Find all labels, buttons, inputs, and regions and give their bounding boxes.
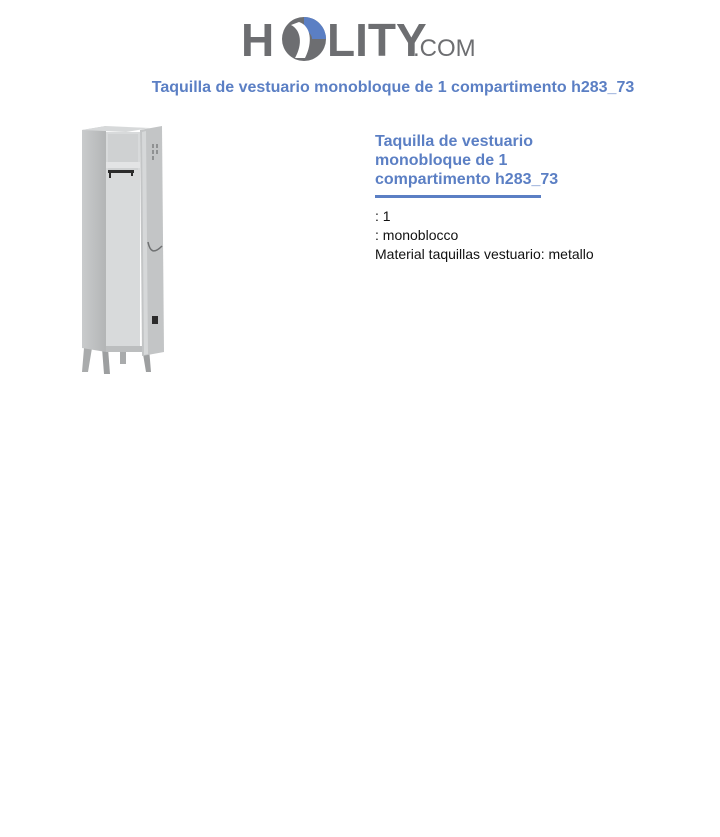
- page-title: Taquilla de vestuario monobloque de 1 compartimento h283_73: [151, 79, 635, 96]
- spec-material: Material taquillas vestuario: metallo: [375, 246, 594, 262]
- product-specs: [375, 207, 675, 264]
- holity-logo[interactable]: [241, 10, 481, 68]
- product-heading-line: monobloque de 1: [375, 152, 508, 169]
- product-info: [375, 132, 675, 264]
- product-heading-line: compartimento h283_73: [375, 171, 559, 188]
- locker-image: [76, 122, 172, 378]
- spec-compartments: : 1: [375, 208, 391, 224]
- logo-o-emblem: [282, 17, 326, 61]
- logo-text-lity: LITY: [327, 14, 427, 66]
- product-heading: [375, 132, 559, 198]
- spec-type: : monoblocco: [375, 227, 459, 243]
- logo-text-com: .COM: [413, 35, 476, 62]
- logo-text-h: H: [241, 14, 275, 66]
- product-heading-line: Taquilla de vestuario: [375, 133, 533, 150]
